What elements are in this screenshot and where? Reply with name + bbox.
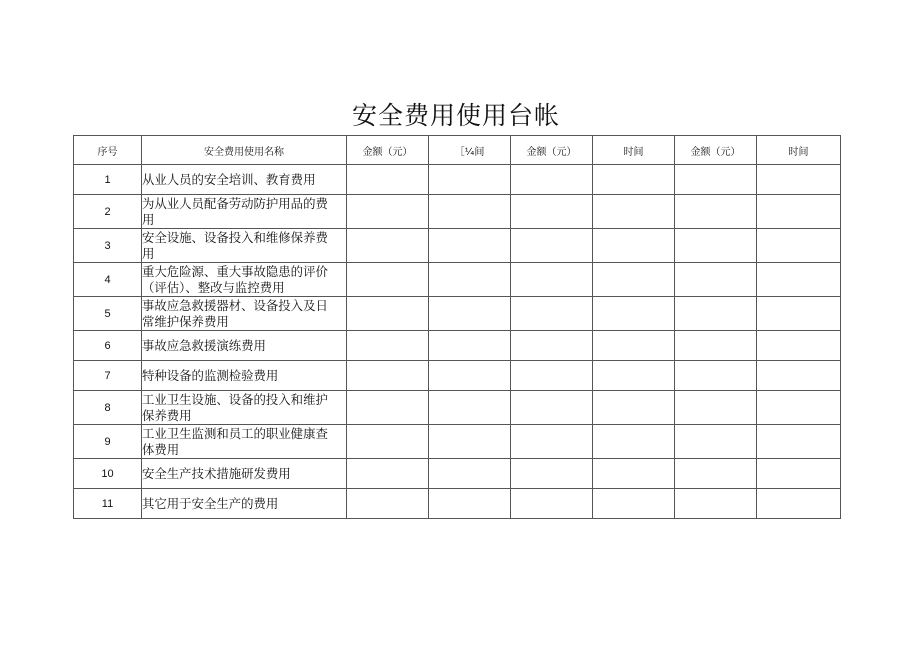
time-cell — [429, 391, 511, 425]
amount-cell — [347, 425, 429, 459]
row-expense-name: 从业人员的安全培训、教育费用 — [142, 165, 347, 195]
row-seq: 5 — [74, 297, 142, 331]
row-seq: 9 — [74, 425, 142, 459]
amount-cell — [347, 195, 429, 229]
time-cell — [757, 425, 841, 459]
row-seq: 8 — [74, 391, 142, 425]
row-seq: 3 — [74, 229, 142, 263]
row-expense-name: 事故应急救援器材、设备投入及日 常维护保养费用 — [142, 297, 347, 331]
amount-cell — [675, 489, 757, 519]
amount-cell — [511, 489, 593, 519]
time-cell — [429, 297, 511, 331]
header-amount-3: 金额（元） — [675, 136, 757, 165]
time-cell — [593, 361, 675, 391]
table-row — [74, 229, 841, 263]
amount-cell — [675, 263, 757, 297]
time-cell — [429, 459, 511, 489]
amount-cell — [511, 297, 593, 331]
amount-cell — [511, 425, 593, 459]
time-cell — [429, 331, 511, 361]
time-cell — [757, 459, 841, 489]
table-row — [74, 361, 841, 391]
header-row — [74, 136, 841, 165]
table-row — [74, 195, 841, 229]
amount-cell — [347, 297, 429, 331]
amount-cell — [675, 297, 757, 331]
time-cell — [757, 361, 841, 391]
time-cell — [593, 229, 675, 263]
table-row — [74, 297, 841, 331]
amount-cell — [347, 459, 429, 489]
amount-cell — [511, 229, 593, 263]
amount-cell — [675, 361, 757, 391]
table-row — [74, 459, 841, 489]
row-expense-name: 工业卫生监测和员工的职业健康查 体费用 — [142, 425, 347, 459]
amount-cell — [675, 391, 757, 425]
time-cell — [593, 425, 675, 459]
time-cell — [757, 229, 841, 263]
time-cell — [429, 263, 511, 297]
row-seq: 7 — [74, 361, 142, 391]
amount-cell — [511, 361, 593, 391]
amount-cell — [347, 331, 429, 361]
header-amount-1: 金额（元） — [347, 136, 429, 165]
header-seq: 序号 — [74, 136, 142, 165]
time-cell — [593, 489, 675, 519]
row-expense-name: 事故应急救援演练费用 — [142, 331, 347, 361]
amount-cell — [675, 195, 757, 229]
time-cell — [429, 361, 511, 391]
amount-cell — [347, 263, 429, 297]
row-expense-name: 为从业人员配备劳动防护用品的费 用 — [142, 195, 347, 229]
row-seq: 1 — [74, 165, 142, 195]
row-expense-name: 重大危险源、重大事故隐患的评价 （评估）、整改与监控费用 — [142, 263, 347, 297]
time-cell — [757, 391, 841, 425]
table-row — [74, 165, 841, 195]
time-cell — [593, 263, 675, 297]
row-expense-name: 其它用于安全生产的费用 — [142, 489, 347, 519]
row-seq: 10 — [74, 459, 142, 489]
row-seq: 11 — [74, 489, 142, 519]
amount-cell — [511, 391, 593, 425]
page-title: 安全费用使用台帐 — [351, 101, 560, 130]
amount-cell — [511, 263, 593, 297]
time-cell — [757, 331, 841, 361]
row-expense-name: 安全设施、设备投入和维修保养费 用 — [142, 229, 347, 263]
amount-cell — [511, 195, 593, 229]
amount-cell — [511, 331, 593, 361]
time-cell — [757, 195, 841, 229]
time-cell — [593, 391, 675, 425]
row-expense-name: 特种设备的监测检验费用 — [142, 361, 347, 391]
expense-ledger-table — [73, 135, 841, 519]
amount-cell — [675, 331, 757, 361]
amount-cell — [675, 425, 757, 459]
header-expense-name: 安全费用使用名称 — [142, 136, 347, 165]
table-row — [74, 489, 841, 519]
amount-cell — [675, 165, 757, 195]
time-cell — [757, 263, 841, 297]
amount-cell — [511, 459, 593, 489]
header-time-1: ［¼间 — [429, 136, 511, 165]
time-cell — [757, 489, 841, 519]
time-cell — [429, 489, 511, 519]
amount-cell — [675, 459, 757, 489]
header-time-2: 时间 — [593, 136, 675, 165]
amount-cell — [347, 391, 429, 425]
amount-cell — [511, 165, 593, 195]
row-expense-name: 安全生产技术措施研发费用 — [142, 459, 347, 489]
time-cell — [429, 425, 511, 459]
header-time-3: 时间 — [757, 136, 841, 165]
amount-cell — [347, 229, 429, 263]
table-row — [74, 331, 841, 361]
amount-cell — [347, 489, 429, 519]
table-row — [74, 425, 841, 459]
table-row — [74, 263, 841, 297]
time-cell — [593, 165, 675, 195]
row-seq: 4 — [74, 263, 142, 297]
time-cell — [429, 165, 511, 195]
row-seq: 6 — [74, 331, 142, 361]
time-cell — [429, 229, 511, 263]
time-cell — [593, 459, 675, 489]
row-seq: 2 — [74, 195, 142, 229]
amount-cell — [347, 361, 429, 391]
time-cell — [757, 297, 841, 331]
amount-cell — [347, 165, 429, 195]
time-cell — [757, 165, 841, 195]
amount-cell — [675, 229, 757, 263]
row-expense-name: 工业卫生设施、设备的投入和维护 保养费用 — [142, 391, 347, 425]
time-cell — [593, 297, 675, 331]
time-cell — [593, 195, 675, 229]
table-row — [74, 391, 841, 425]
header-amount-2: 金额（元） — [511, 136, 593, 165]
time-cell — [593, 331, 675, 361]
time-cell — [429, 195, 511, 229]
